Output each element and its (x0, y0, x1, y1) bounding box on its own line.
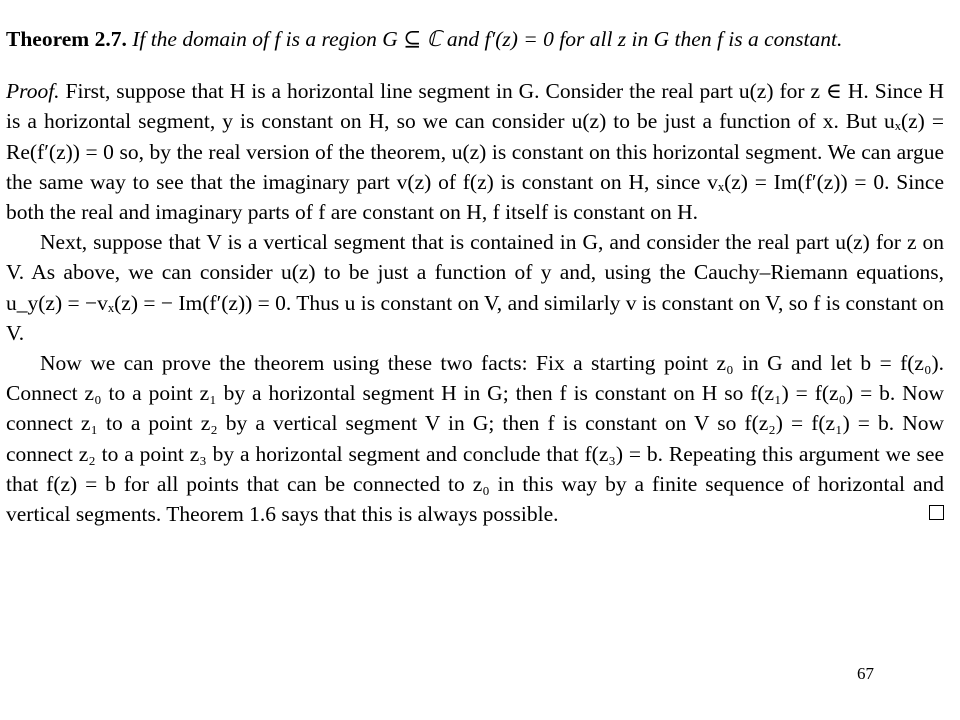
proof-paragraph-2 (6, 227, 944, 348)
document-body (6, 24, 944, 529)
theorem-heading: Theorem 2.7. (6, 27, 127, 51)
proof-paragraph-3 (6, 348, 944, 529)
spacer (6, 54, 944, 76)
proof-label: Proof. (6, 79, 60, 104)
proof-paragraph-2-text: Next, suppose that V is a vertical segment that is contained in G, and consider the real part u(z) for z on V. As above, we can consider u(z) to be just a function of y and, using the Cauchy–Riemann equations, u_y(z) = −vₓ(z) = − Im(f′(z)) = 0. Thus u is constant on V, and similarly v is constant on V, so f is constant on V. (6, 230, 944, 345)
page-number: 67 (857, 664, 874, 683)
proof-paragraph-1 (6, 76, 944, 227)
theorem-block (6, 24, 944, 54)
proof-paragraph-1-text: First, suppose that H is a horizontal line segment in G. Consider the real part u(z) for z ∈ H. Since H is a horizontal segment, y is constant on H, so we can consider u(z) to be just a function of x. But uₓ(z) = Re(f′(z)) = 0 so, by the real version of the theorem, u(z) is constant on this horizontal segment. We can argue the same way to see that the imaginary part v(z) of f(z) is constant on H, since vₓ(z) = Im(f′(z)) = 0. Since both the real and imaginary parts of f are constant on H, f itself is constant on H. (6, 79, 944, 225)
theorem-statement: If the domain of f is a region G ⊆ ℂ and f′(z) = 0 for all z in G then f is a constant. (132, 27, 843, 51)
qed-symbol (929, 505, 944, 520)
proof-paragraph-3-text: Now we can prove the theorem using these two facts: Fix a starting point z₀ in G and let b = f(z₀). Connect z₀ to a point z₁ by a horizontal segment H in G; then f is constant on H so f(z₁) = f(z₀) = b. Now connect z₁ to a point z₂ by a vertical segment V in G; then f is constant on V so f(z₂) = f(z₁) = b. Now connect z₂ to a point z₃ by a horizontal segment and conclude that f(z₃) = b. Repeating this argument we see that f(z) = b for all points that can be connected to z₀ in this way by a finite sequence of horizontal and vertical segments. Theorem 1.6 says that this is always possible. (6, 351, 944, 527)
